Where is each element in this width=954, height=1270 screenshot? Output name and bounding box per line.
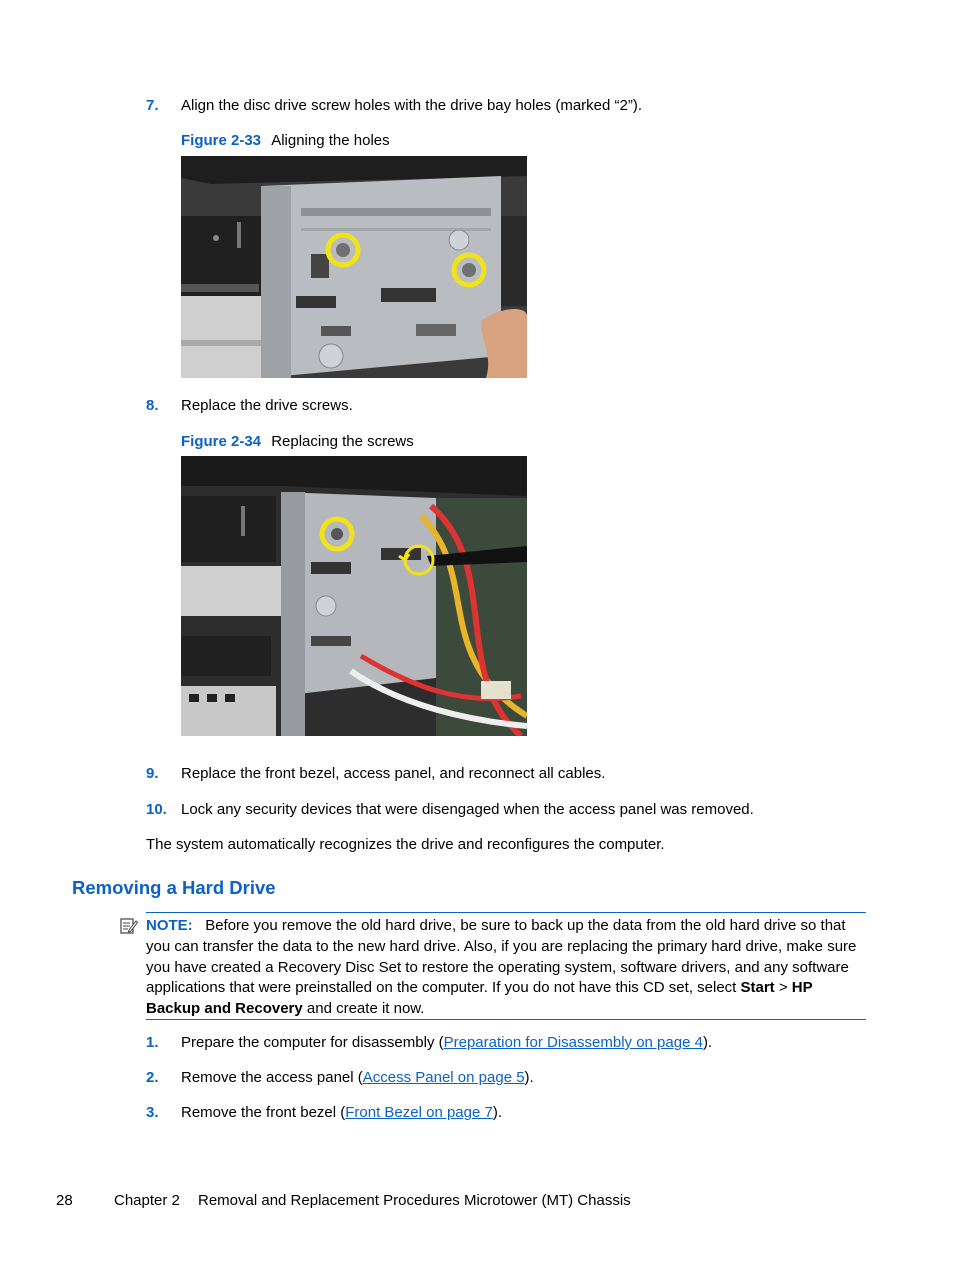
figure-title: Replacing the screws — [271, 433, 414, 450]
note-start-label: Start — [740, 979, 775, 997]
note-hp-backup-label: HP Backup and Recovery — [146, 979, 813, 1018]
figure-label: Figure 2-34 — [181, 433, 262, 450]
step-text-post: ). — [492, 1104, 503, 1121]
step-text-pre: Remove the access panel ( — [181, 1069, 363, 1086]
footer-title: Removal and Replacement Procedures Microtower (MT) Chassis — [198, 1192, 631, 1209]
note-label: NOTE: — [146, 917, 193, 934]
note-pencil-icon — [120, 917, 138, 935]
summary-paragraph: The system automatically recognizes the drive and reconfigures the computer. — [146, 836, 665, 853]
note-text — [146, 916, 866, 1020]
step-text-post: ). — [524, 1069, 534, 1086]
figure-title: Aligning the holes — [271, 132, 390, 149]
figure-caption — [181, 132, 390, 149]
figure-2-33-photo — [181, 156, 527, 378]
front-bezel-link[interactable]: Front Bezel on page 7 — [345, 1104, 493, 1121]
page-number: 28 — [56, 1192, 73, 1209]
access-panel-link[interactable]: Access Panel on page 5 — [362, 1069, 525, 1086]
step-text-post: ). — [702, 1034, 713, 1051]
step-number: 1. — [146, 1034, 159, 1051]
step-text — [181, 1034, 712, 1051]
step-number: 10. — [146, 801, 167, 818]
step-number: 3. — [146, 1104, 159, 1121]
figure-label: Figure 2-33 — [181, 132, 262, 149]
step-text: Lock any security devices that were disengaged when the access panel was removed. — [181, 801, 754, 818]
note-body-end: and create it now. — [302, 1000, 425, 1018]
figure-2-34-photo — [181, 456, 527, 736]
step-text-pre: Remove the front bezel ( — [181, 1104, 346, 1121]
step-number: 7. — [146, 97, 159, 114]
step-number: 8. — [146, 397, 159, 414]
step-text — [181, 1104, 502, 1121]
figure-caption — [181, 433, 414, 450]
step-text: Replace the drive screws. — [181, 397, 353, 414]
step-text: Align the disc drive screw holes with the drive bay holes (marked “2”). — [181, 97, 643, 114]
step-text — [181, 1069, 534, 1086]
note-body: Before you remove the old hard drive, be sure to back up the data from the old hard drive so that you can transfer the data to the new hard drive. Also, if you are replacing the primary hard drive, make sure you have created a Recovery Disc Set to restore the operating system, software drivers, and any software applications that were preinstalled on the computer. If you do not have this CD set, select — [146, 917, 857, 997]
step-text: Replace the front bezel, access panel, and reconnect all cables. — [181, 765, 606, 782]
section-heading: Removing a Hard Drive — [72, 877, 276, 898]
note-box — [146, 912, 866, 1020]
note-separator: > — [774, 979, 792, 997]
step-text-pre: Prepare the computer for disassembly ( — [181, 1034, 444, 1051]
step-number: 9. — [146, 765, 159, 782]
footer-chapter: Chapter 2 — [114, 1192, 180, 1209]
preparation-link[interactable]: Preparation for Disassembly on page 4 — [443, 1034, 703, 1051]
step-number: 2. — [146, 1069, 159, 1086]
